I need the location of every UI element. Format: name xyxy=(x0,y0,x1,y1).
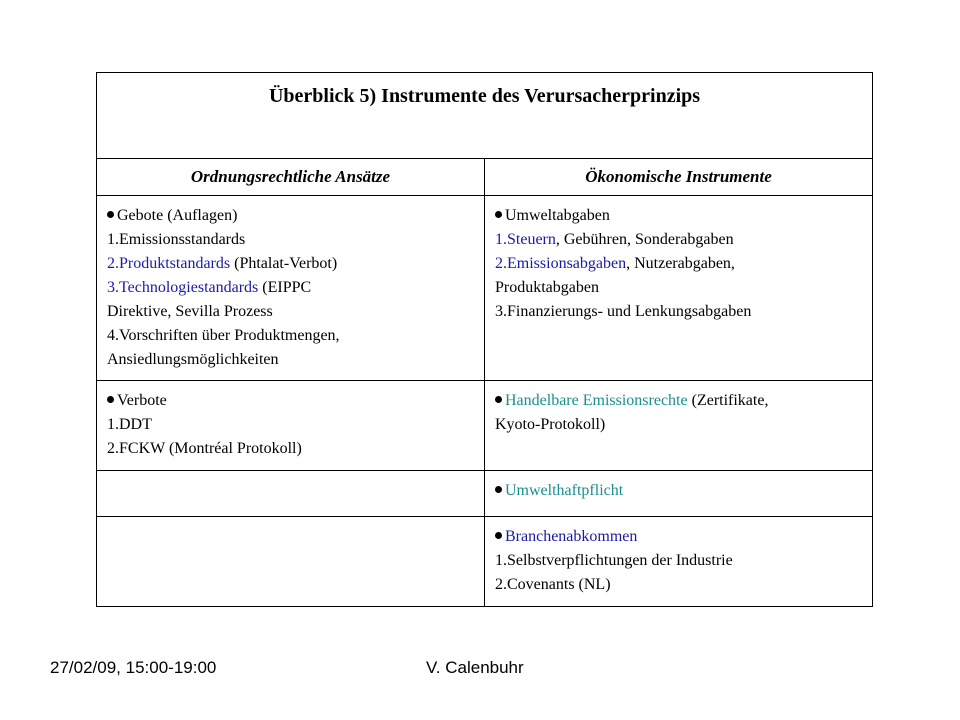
branchenabkommen-heading: Branchenabkommen xyxy=(505,528,638,545)
bullet-icon xyxy=(495,396,502,403)
item-label: Vorschriften über Produktmengen, xyxy=(119,327,340,344)
item-rest: Direktive, Sevilla Prozess xyxy=(107,303,273,320)
item-number: 4. xyxy=(107,327,119,344)
footer-author: V. Calenbuhr xyxy=(426,658,524,677)
list-item xyxy=(495,549,862,573)
item-label: DDT xyxy=(119,416,152,433)
table-row xyxy=(97,381,873,471)
column-header-regulatory: Ordnungsrechtliche Ansätze xyxy=(97,159,485,196)
list-item xyxy=(495,573,862,597)
list-heading xyxy=(495,204,862,228)
emissionsrechte-heading: Handelbare Emissionsrechte xyxy=(505,392,688,409)
item-rest: Produktabgaben xyxy=(495,279,599,296)
list-item xyxy=(495,300,862,324)
item-rest: , Gebühren, Sonderabgaben xyxy=(555,231,734,248)
cell-empty xyxy=(97,471,485,517)
item-rest: (EIPPC xyxy=(258,279,312,296)
cell-emissionsrechte xyxy=(485,381,873,471)
cell-umweltabgaben xyxy=(485,196,873,381)
item-label: Technologiestandards xyxy=(119,279,259,296)
item-number: 3. xyxy=(495,303,507,320)
bullet-icon xyxy=(495,211,502,218)
list-item xyxy=(107,228,474,252)
cell-empty xyxy=(97,517,485,607)
column-header-economic: Ökonomische Instrumente xyxy=(485,159,873,196)
item-rest: , Nutzerabgaben, xyxy=(626,255,735,272)
item-number: 1. xyxy=(107,416,119,433)
list-item-continuation xyxy=(107,348,474,372)
item-rest: (Phtalat-Verbot) xyxy=(230,255,338,272)
table-title-cell xyxy=(97,73,873,159)
bullet-icon xyxy=(107,211,114,218)
item-number: 2. xyxy=(495,576,507,593)
footer-date: 27/02/09, 15:00-19:00 xyxy=(50,658,217,677)
list-heading xyxy=(495,525,862,549)
cell-umwelthaftpflicht xyxy=(485,471,873,517)
list-item-continuation xyxy=(495,276,862,300)
verbote-heading: Verbote xyxy=(117,392,167,409)
item-label: Steuern xyxy=(507,231,556,248)
item-label: FCKW (Montréal Protokoll) xyxy=(119,440,302,457)
cell-gebote xyxy=(97,196,485,381)
item-rest: Kyoto-Protokoll) xyxy=(495,416,606,433)
list-heading xyxy=(107,389,474,413)
list-heading xyxy=(107,204,474,228)
instruments-table xyxy=(96,72,873,607)
list-item xyxy=(107,437,474,461)
table-row xyxy=(97,471,873,517)
item-number: 1. xyxy=(107,231,119,248)
item-rest: Ansiedlungsmöglichkeiten xyxy=(107,351,279,368)
list-item-continuation xyxy=(495,413,862,437)
list-item xyxy=(107,276,474,300)
item-label: Emissionsabgaben xyxy=(507,255,627,272)
item-number: 3. xyxy=(107,279,119,296)
list-heading xyxy=(495,479,862,503)
list-heading xyxy=(495,389,862,413)
cell-verbote xyxy=(97,381,485,471)
item-number: 1. xyxy=(495,552,507,569)
list-item-continuation xyxy=(107,300,474,324)
item-label: Selbstverpflichtungen der Industrie xyxy=(507,552,733,569)
heading-rest: (Zertifikate, xyxy=(687,392,769,409)
item-label: Emissionsstandards xyxy=(119,231,246,248)
item-number: 2. xyxy=(107,255,119,272)
bullet-icon xyxy=(495,486,502,493)
item-label: Covenants (NL) xyxy=(507,576,611,593)
gebote-heading: Gebote (Auflagen) xyxy=(117,207,238,224)
table-title: Überblick 5) Instrumente des Verursacherprinzips xyxy=(268,85,701,107)
list-item xyxy=(107,252,474,276)
table-row xyxy=(97,196,873,381)
item-number: 2. xyxy=(495,255,507,272)
list-item xyxy=(495,228,862,252)
list-item xyxy=(107,413,474,437)
table-row xyxy=(97,517,873,607)
list-item xyxy=(495,252,862,276)
umweltabgaben-heading: Umweltabgaben xyxy=(505,207,610,224)
item-number: 1. xyxy=(495,231,507,248)
item-number: 2. xyxy=(107,440,119,457)
bullet-icon xyxy=(107,396,114,403)
item-label: Produktstandards xyxy=(119,255,231,272)
cell-branchenabkommen xyxy=(485,517,873,607)
umwelthaftpflicht-heading: Umwelthaftpflicht xyxy=(505,482,624,499)
item-label: Finanzierungs- und Lenkungsabgaben xyxy=(507,303,752,320)
bullet-icon xyxy=(495,532,502,539)
list-item xyxy=(107,324,474,348)
